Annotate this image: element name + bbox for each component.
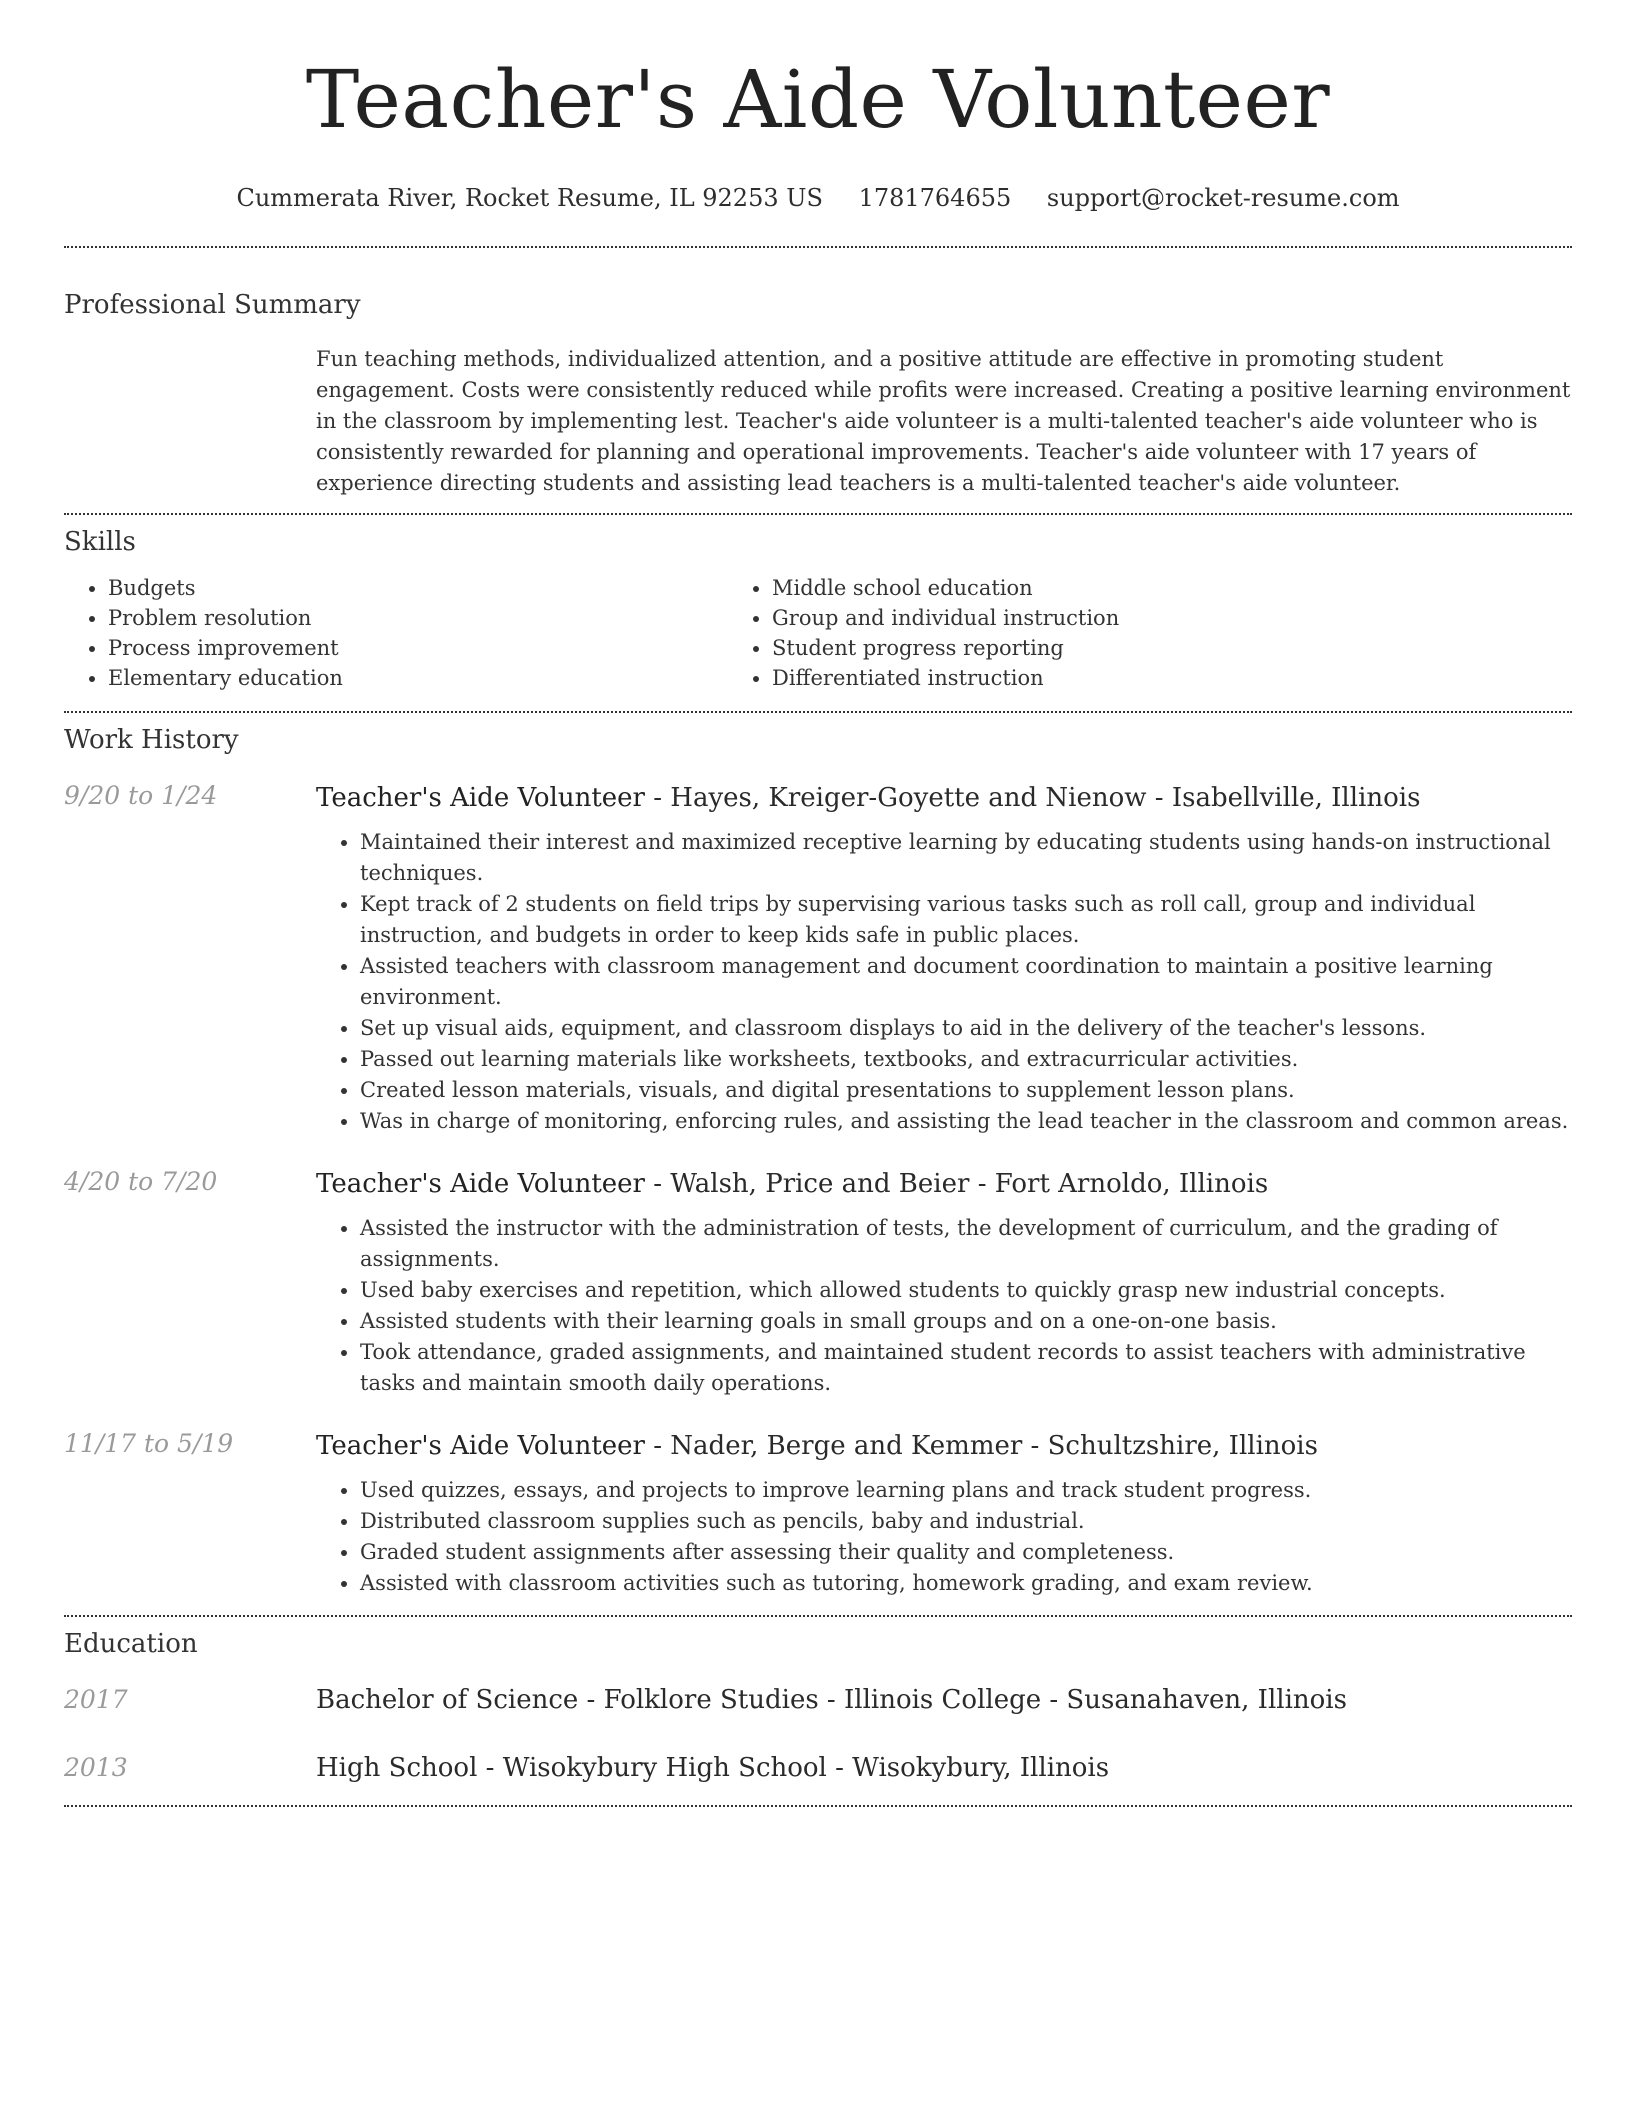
education-degree: Bachelor of Science - Folklore Studies - Illinois College - Susanahaven, Illinois [316,1685,1347,1715]
job-bullet: • Created lesson materials, visuals, and digital presentations to supplement lesson plans. [360,1075,1572,1106]
contact-phone: 1781764655 [858,184,1012,212]
job-bullet: • Assisted teachers with classroom management and document coordination to maintain a positive learning environment. [360,951,1572,1013]
job-dates: 11/17 to 5/19 [64,1429,234,1458]
job-entry [64,1167,1572,1399]
summary-title: Professional Summary [64,290,361,320]
job-bullet: • Distributed classroom supplies such as pencils, baby and industrial. [360,1506,1572,1537]
skills-section [64,527,1572,693]
contact-line [64,184,1572,212]
job-title [316,1429,1572,1463]
job-bullets [316,1213,1572,1399]
job-entry [64,781,1572,1137]
education-year: 2017 [64,1685,128,1714]
resume-name: Teacher's Aide Volunteer [305,53,1331,146]
job-bullet: • Used quizzes, essays, and projects to improve learning plans and track student progress. [360,1475,1572,1506]
skill-item: • Group and individual instruction [772,603,1392,633]
job-dates: 4/20 to 7/20 [64,1167,218,1196]
job-entry [64,1429,1572,1599]
divider [64,1805,1572,1807]
education-section [64,1629,1572,1789]
job-details: - Nader, Berge and Kemmer - Schultzshire, Illinois [644,1431,1318,1461]
skills-title: Skills [64,527,136,557]
contact-address: Cummerata River, Rocket Resume, IL 92253 US [236,184,823,212]
job-details: - Walsh, Price and Beier - Fort Arnoldo, Illinois [644,1169,1269,1199]
job-role: Teacher's Aide Volunteer [316,1169,645,1199]
education-title: Education [64,1629,198,1659]
job-bullet: • Maintained their interest and maximized receptive learning by educating students using hands-on instructional techniques. [360,827,1572,889]
job-bullet: • Used baby exercises and repetition, which allowed students to quickly grasp new industrial concepts. [360,1275,1572,1306]
job-bullet: • Passed out learning materials like worksheets, textbooks, and extracurricular activities. [360,1044,1572,1075]
job-role: Teacher's Aide Volunteer [316,783,645,813]
skill-item: • Process improvement [108,633,728,663]
job-dates: 9/20 to 1/24 [64,781,218,810]
skill-item: • Budgets [108,573,728,603]
skill-item: • Middle school education [772,573,1392,603]
summary-section [64,290,1572,499]
skills-list-right [728,573,1392,693]
education-entry [64,1685,1572,1721]
work-section [64,725,1572,1599]
skill-item: • Student progress reporting [772,633,1392,663]
summary-text: Fun teaching methods, individualized attention, and a positive attitude are effective in promoting student engagement. Costs were consistently reduced while profits were increased. Creating a positive learning environment in the classroom by implementing lest. Teacher's aide volunteer is a multi-talented teacher's aide volunteer who is consistently rewarded for planning and operational improvements. Teacher's aide volunteer with 17 years of experience directing students and assisting lead teachers is a multi-talented teacher's aide volunteer. [316,347,1571,495]
divider [64,513,1572,515]
skill-item: • Problem resolution [108,603,728,633]
skill-item: • Elementary education [108,663,728,693]
job-title [316,1167,1572,1201]
divider [64,711,1572,713]
divider [64,1615,1572,1617]
job-title [316,781,1572,815]
education-entry [64,1753,1572,1789]
education-year: 2013 [64,1753,128,1782]
job-bullet: • Was in charge of monitoring, enforcing rules, and assisting the lead teacher in the classroom and common areas. [360,1106,1572,1137]
job-bullet: • Set up visual aids, equipment, and classroom displays to aid in the delivery of the teacher's lessons. [360,1013,1572,1044]
skills-list-left [64,573,728,693]
skill-item: • Differentiated instruction [772,663,1392,693]
resume-page [64,0,1572,1807]
job-role: Teacher's Aide Volunteer [316,1431,645,1461]
job-bullet: • Assisted with classroom activities such as tutoring, homework grading, and exam review. [360,1568,1572,1599]
divider [64,246,1572,248]
contact-email: support@rocket-resume.com [1046,184,1400,212]
job-bullet: • Assisted students with their learning goals in small groups and on a one-on-one basis. [360,1306,1572,1337]
work-title: Work History [64,725,239,755]
job-bullets [316,1475,1572,1599]
job-bullet: • Graded student assignments after assessing their quality and completeness. [360,1537,1572,1568]
job-details: - Hayes, Kreiger-Goyette and Nienow - Isabellville, Illinois [644,783,1421,813]
job-bullet: • Took attendance, graded assignments, and maintained student records to assist teachers with administrative tasks and maintain smooth daily operations. [360,1337,1572,1399]
job-bullets [316,827,1572,1137]
job-bullet: • Kept track of 2 students on field trips by supervising various tasks such as roll call, group and individual instruction, and budgets in order to keep kids safe in public places. [360,889,1572,951]
job-bullet: • Assisted the instructor with the administration of tests, the development of curriculum, and the grading of assignments. [360,1213,1572,1275]
education-degree: High School - Wisokybury High School - Wisokybury, Illinois [316,1753,1110,1783]
